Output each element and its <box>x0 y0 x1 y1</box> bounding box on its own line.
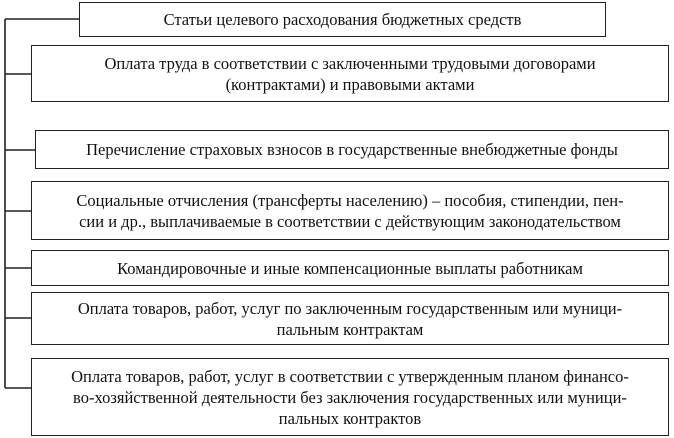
title-text: Статьи целевого расходования бюджетных средств <box>163 10 522 29</box>
item-box-insurance <box>35 130 669 169</box>
item-box-social <box>31 181 669 240</box>
item-text-line: пальным контрактам <box>276 319 424 339</box>
item-text-line: сии и др., выплачиваемые в соответствии с действующим законодательством <box>79 211 621 231</box>
item-text-line: Оплата товаров, работ, услуг по заключенным государственным или муници- <box>77 298 623 318</box>
item-text-line: Оплата товаров, работ, услуг в соответствии с утвержденным планом финансо- <box>71 366 629 386</box>
item-box-plan <box>31 358 669 436</box>
item-box-travel <box>31 250 669 286</box>
item-text-line: Перечисление страховых взносов в государственные внебюджетные фонды <box>86 140 618 159</box>
title-box <box>79 2 606 37</box>
item-box-wages <box>31 45 669 102</box>
item-text-line: (контрактами) и правовыми актами <box>225 74 475 94</box>
item-text-line: Социальные отчисления (трансферты населению) – пособия, стипендии, пен- <box>76 190 624 210</box>
item-box-contracts <box>31 292 669 345</box>
item-text-line: Командировочные и иные компенсационные выплаты работникам <box>117 258 583 278</box>
item-text-line: во-хозяйственной деятельности без заключения государственных или муници- <box>73 387 627 407</box>
item-text-line: Оплата труда в соответствии с заключенными трудовыми договорами <box>104 53 596 73</box>
item-text-line: пальных контрактов <box>278 408 422 428</box>
